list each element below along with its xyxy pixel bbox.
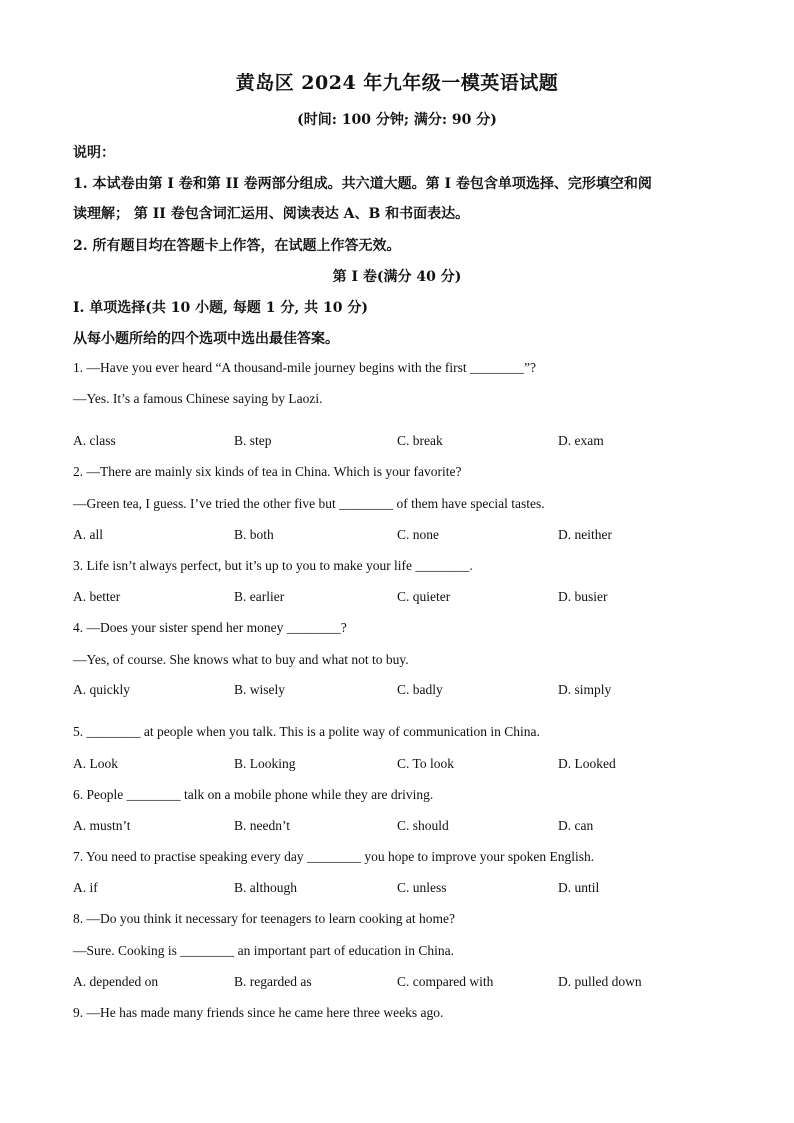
question-6-stem: 6. People ________ talk on a mobile phone while they are driving.	[73, 787, 434, 802]
question-3-option-c: C. quieter	[397, 589, 451, 604]
question-3-option-d: D. busier	[558, 589, 608, 604]
question-1-stem: 1. —Have you ever heard “A thousand-mile journey begins with the first ________”?	[73, 360, 537, 375]
question-8-reply: —Sure. Cooking is ________ an important part of education in China.	[73, 943, 454, 958]
notes-item-1-line-2: 读理解； 第 II 卷包含词汇运用、阅读表达 A、B 和书面表达。	[73, 206, 470, 222]
exam-title: 黄岛区 2024 年九年级一模英语试题	[235, 72, 559, 94]
question-6-option-d: D. can	[558, 818, 594, 833]
question-4-option-d: D. simply	[558, 682, 612, 697]
part-1-heading: 第 I 卷(满分 40 分)	[332, 269, 462, 285]
question-7-option-d: D. until	[558, 880, 600, 895]
question-4-option-c: C. badly	[397, 682, 443, 697]
question-5-option-b: B. Looking	[234, 756, 296, 771]
question-2-reply: —Green tea, I guess. I’ve tried the other five but ________ of them have special tastes.	[73, 496, 545, 511]
question-7-stem: 7. You need to practise speaking every day ________ you hope to improve your spoken English.	[73, 849, 595, 864]
question-3-stem: 3. Life isn’t always perfect, but it’s up to you to make your life ________.	[73, 558, 473, 573]
exam-subtitle: (时间: 100 分钟; 满分: 90 分)	[297, 112, 497, 128]
question-1-option-b: B. step	[234, 433, 272, 448]
question-3-option-a: A. better	[73, 589, 121, 604]
section-1-instruction: 从每小题所给的四个选项中选出最佳答案。	[73, 331, 339, 347]
question-7-option-b: B. although	[234, 880, 297, 895]
question-8-option-d: D. pulled down	[558, 974, 642, 989]
question-5-option-d: D. Looked	[558, 756, 616, 771]
question-8-stem: 8. —Do you think it necessary for teenagers to learn cooking at home?	[73, 911, 456, 926]
notes-item-1-line-1: 1. 本试卷由第 I 卷和第 II 卷两部分组成。共六道大题。第 I 卷包含单项选择、完形填空和阅	[73, 176, 652, 192]
question-5-stem: 5. ________ at people when you talk. This is a polite way of communication in China.	[73, 724, 540, 739]
question-3-option-b: B. earlier	[234, 589, 285, 604]
question-4-option-b: B. wisely	[234, 682, 286, 697]
question-1-option-c: C. break	[397, 433, 443, 448]
question-6-option-b: B. needn’t	[234, 818, 290, 833]
section-1-heading: I. 单项选择(共 10 小题, 每题 1 分, 共 10 分)	[73, 300, 368, 316]
question-4-stem: 4. —Does your sister spend her money ________?	[73, 620, 347, 635]
question-6-option-c: C. should	[397, 818, 449, 833]
question-1-option-a: A. class	[73, 433, 116, 448]
question-9-stem: 9. —He has made many friends since he came here three weeks ago.	[73, 1005, 444, 1020]
question-2-option-c: C. none	[397, 527, 439, 542]
notes-item-2: 2. 所有题目均在答题卡上作答，在试题上作答无效。	[73, 238, 401, 254]
question-7-option-a: A. if	[73, 880, 98, 895]
question-5-option-c: C. To look	[397, 756, 454, 771]
question-2-option-a: A. all	[73, 527, 103, 542]
question-4-reply: —Yes, of course. She knows what to buy and what not to buy.	[73, 652, 409, 667]
question-8-option-b: B. regarded as	[234, 974, 312, 989]
question-2-option-b: B. both	[234, 527, 274, 542]
question-1-option-d: D. exam	[558, 433, 604, 448]
question-5-option-a: A. Look	[73, 756, 118, 771]
question-4-option-a: A. quickly	[73, 682, 130, 697]
question-7-option-c: C. unless	[397, 880, 447, 895]
question-8-option-c: C. compared with	[397, 974, 494, 989]
notes-heading: 说明：	[73, 145, 115, 161]
question-6-option-a: A. mustn’t	[73, 818, 131, 833]
question-8-option-a: A. depended on	[73, 974, 159, 989]
question-2-option-d: D. neither	[558, 527, 612, 542]
question-2-stem: 2. —There are mainly six kinds of tea in China. Which is your favorite?	[73, 464, 462, 479]
question-1-reply: —Yes. It’s a famous Chinese saying by Laozi.	[73, 391, 323, 406]
